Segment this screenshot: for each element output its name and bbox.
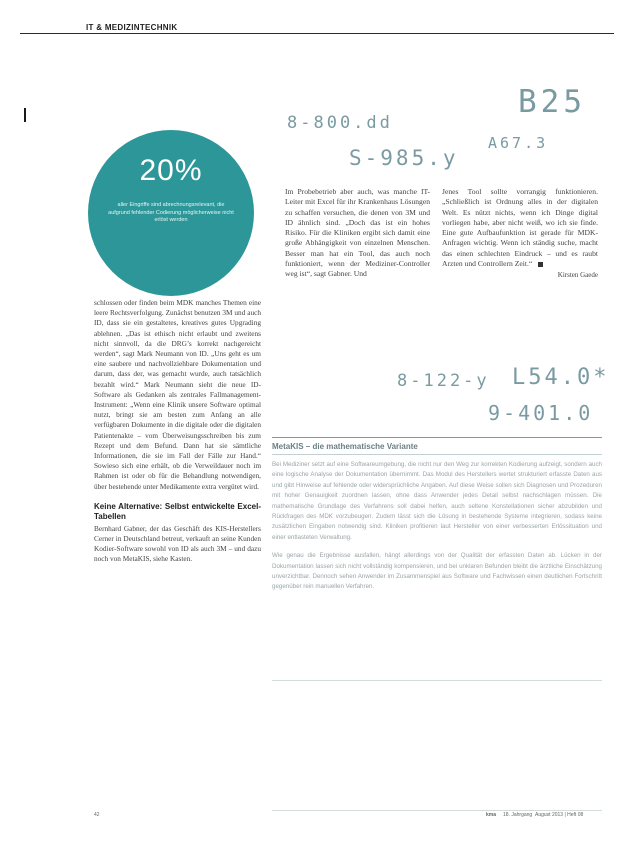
lcd-code-g: 9-401.0 bbox=[488, 401, 594, 425]
box-bottom-rule bbox=[272, 810, 602, 811]
middle-paragraph: Im Probebetrieb aber auch, was manche IT-Leiter mit Excel für ihr Krankenhaus Lösungen zu schaffen versuchen, die denen von 3M und ID ähnlich sind. „Doch das ist ein hohes Risiko. Für die Kliniken ergibt sich damit eine große Abhängigkeit von einzelnen Menschen. Besser man hat ein Tool, das auch noch funktioniert, wenn der Mediziner-Controller weg ist“, sagt Gabner. Und bbox=[285, 187, 430, 279]
issue-info: August 2013 | Heft 08 bbox=[535, 812, 584, 818]
left-tail-paragraph: Bernhard Gabner, der das Geschäft des KIS-Herstellers Cerner in Deutschland betreut, verkauft an seine Kunden Kodier-Software sowohl von ID als auch 3M – und dazu noch von MetaKIS, siehe Kasten. bbox=[94, 523, 261, 564]
stat-percent: 20% bbox=[139, 154, 203, 187]
box-title-rule bbox=[272, 454, 602, 455]
right-paragraph: Jenes Tool sollte vorrangig funktionieren. „Schließlich ist Ordnung alles in der digitalen Welt. Es nützt nichts, wenn ich Dinge digital vorliegen habe, aber nicht weiß, wo ich sie finde. Eine gute Aufbaufunktion ist gerade für MDK-Anfragen wichtig. Wenn ich ständig suche, macht das einen schlechten Eindruck – und es raubt Arzten und Controllern Zeit.“ bbox=[442, 187, 598, 269]
column-right bbox=[442, 187, 598, 281]
lcd-code-c: A67.3 bbox=[488, 134, 549, 152]
margin-mark bbox=[24, 108, 26, 122]
section-rubric: IT & MEDIZINTECHNIK bbox=[86, 23, 178, 32]
lcd-code-b: B25 bbox=[518, 84, 586, 120]
lcd-code-d: S-985.y bbox=[349, 146, 459, 170]
lcd-code-e: 8-122-y bbox=[397, 371, 490, 391]
issue-year: 18. Jahrgang bbox=[503, 812, 533, 818]
info-box bbox=[272, 460, 602, 593]
box-paragraph-2: Wie genau die Ergebnisse ausfallen, hängt allerdings von der Qualität der erfassten Daten ab. Lücken in der Dokumentation lassen sich nicht vollständig kompensieren, und bei unklaren Befunden bleibt die ärztliche Einschätzung unverzichtbar. Dennoch sehen Anwender im Zusammenspiel aus Software und Fachwissen einen deutlichen Fortschritt gegenüber rein manuellen Verfahren. bbox=[272, 552, 602, 591]
subheading: Keine Alternative: Selbst entwickelte Excel-Tabellen bbox=[94, 501, 261, 521]
column-left bbox=[94, 298, 261, 565]
lcd-code-a: 8-800.dd bbox=[287, 113, 393, 133]
magazine-name: kma bbox=[486, 812, 497, 818]
column-middle bbox=[285, 187, 430, 280]
left-paragraph: schlossen oder finden beim MDK manches Themen eine leere Rechtsverfolgung. Zunächst benutzen 3M und auch ID, dass sie ein gestaltetes, kreatives gutes Upgrading ablehnen. „Das ist ethisch nicht erlaubt und zweitens nicht sinnvoll, da die DRG’s korrekt nachgereicht werden“, sagt Mark Neumann von ID. „Uns geht es um eine saubere und nachvollziehbare Dokumentation und darum, dass der, was gemacht wurde, auch tatsächlich bezahlt wird.“ Mark Neumann sieht die neue ID-Software als Gedanken als zentrales Fallmanagement-Instrument: „Wenn eine Klinik unsere Software optimal nutzt, bringt sie am besten zum Anfang an alle verfügbaren Dokumente in die digitale oder die digitalen Patientenakte – vom Überweisungsschreiben bis zum Rezept und dem Befund. Dann hat sie sämtliche Informationen, die sie im Fall der Fälle zur Hand.“ Sowieso sich eine erhält, ob die Verweildauer noch im Rahmen ist oder ob für die Behandlung notwendigen, über bestehende unter Medikamente extra vergütet wird. bbox=[94, 298, 261, 491]
stat-caption: aller Eingriffe sind abrechnungsrelevant, die aufgrund fehlender Codierung möglicherweise nicht erlöst werden bbox=[108, 202, 234, 223]
box-title: MetaKIS – die mathematische Variante bbox=[272, 442, 418, 451]
stat-callout bbox=[88, 130, 254, 296]
box-divider bbox=[272, 680, 602, 681]
box-top-rule bbox=[272, 437, 602, 438]
author-name: Kirsten Gaede bbox=[557, 271, 598, 280]
page-number: 42 bbox=[94, 812, 100, 818]
box-paragraph-1: Bei Mediziner setzt auf eine Softwareumgebung, die nicht nur den Weg zur korrekten Kodierung aufzeigt, sondern auch eine logische Analyse der Dokumentation übernimmt. Das Modul des Herstellers wertet strukturiert erfasste Daten aus und gibt Hinweise auf fehlende oder widersprüchliche Angaben. Auf diese Weise sollen sich Diagnosen und Prozeduren mit hoher Genauigkeit zuordnen lassen, ohne dass Anwender jedes Detail selbst nachschlagen müssen. Die mathematische Grundlage des Verfahrens soll dabei helfen, auch seltene Konstellationen sicher abzubilden und Rückfragen des MDK vorzubeugen. Zudem lässt sich die Lösung in bestehende Systeme integrieren, sodass keine zusätzlichen Eingaben notwendig sind. Kliniken profitieren laut Hersteller von einer verbesserten Erlössituation und einer entlasteten Verwaltung. bbox=[272, 461, 602, 541]
end-mark-icon bbox=[538, 262, 543, 267]
top-rule bbox=[20, 33, 614, 34]
lcd-code-f: L54.0* bbox=[512, 365, 610, 390]
